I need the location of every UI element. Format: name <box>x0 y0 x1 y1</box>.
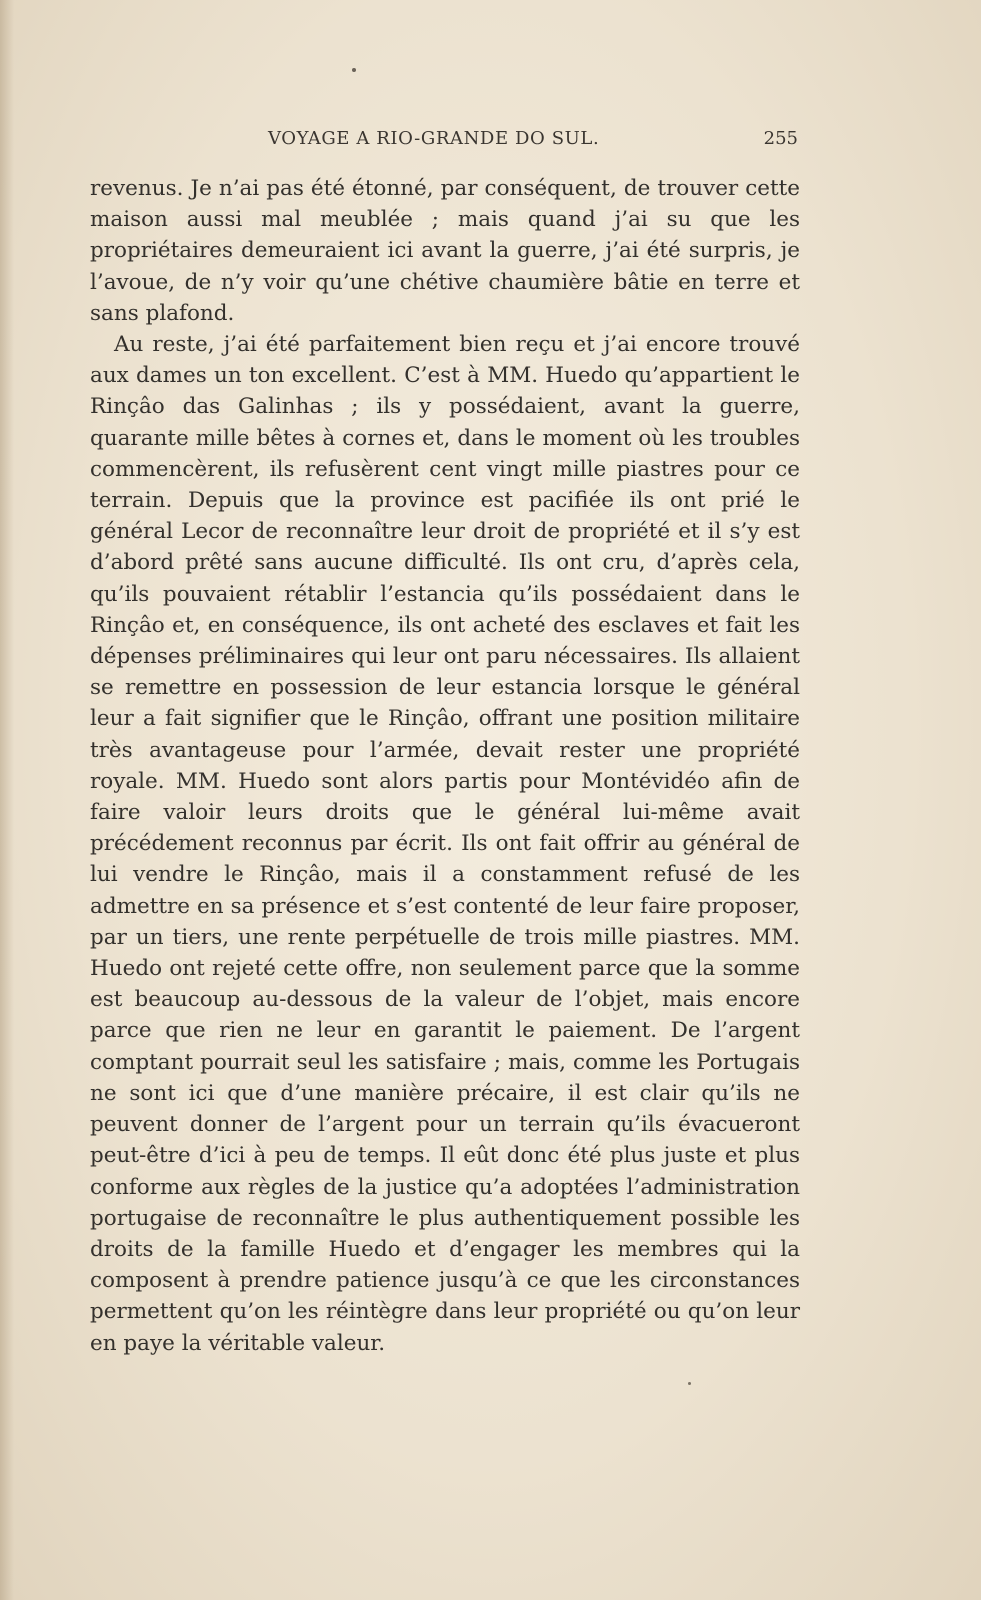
ink-speck <box>688 1382 691 1385</box>
running-title: VOYAGE A RIO-GRANDE DO SUL. <box>268 128 600 149</box>
page-number: 255 <box>763 128 798 149</box>
page-header <box>268 128 798 158</box>
paragraph: revenus. Je n’ai pas été étonné, par conséquent, de trouver cette maison aussi mal meublée ; mais quand j’ai su que les propriétaires demeuraient ici avant la guerre, j’ai été surpris, je l’avoue, de n’y voir qu’une chétive chaumière bâtie en terre et sans plafond. <box>90 176 800 326</box>
paragraph: Au reste, j’ai été parfaitement bien reçu et j’ai encore trouvé aux dames un ton excellent. C’est à MM. Huedo qu’appartient le Rinçâo das Galinhas ; ils y possédaient, avant la guerre, quarante mille bêtes à cornes et, dans le moment où les troubles commencèrent, ils refusèrent cent vingt mille piastres pour ce terrain. Depuis que la province est pacifiée ils ont prié le général Lecor de reconnaître leur droit de propriété et il s’y est d’abord prêté sans aucune difficulté. Ils ont cru, d’après cela, qu’ils pouvaient rétablir l’estancia qu’ils possédaient dans le Rinçâo et, en conséquence, ils ont acheté des esclaves et fait les dépenses préliminaires qui leur ont paru nécessaires. Ils allaient se remettre en possession de leur estancia lorsque le général leur a fait signifier que le Rinçâo, offrant une position militaire très avantageuse pour l’armée, devait rester une propriété royale. MM. Huedo sont alors partis pour Montévidéo afin de faire valoir leurs droits que le général lui-même avait précédement reconnus par écrit. Ils ont fait offrir au général de lui vendre le Rinçâo, mais il a constamment refusé de les admettre en sa présence et s’est contenté de leur faire proposer, par un tiers, une rente perpétuelle de trois mille piastres. MM. Huedo ont rejeté cette offre, non seulement parce que la somme est beaucoup au-dessous de la valeur de l’objet, mais encore parce que rien ne leur en garantit le paiement. De l’argent comptant pourrait seul les satisfaire ; mais, comme les Portugais ne sont ici que d’une manière précaire, il est clair qu’ils ne peuvent donner de l’argent pour un terrain qu’ils évacueront peut-être d’ici à peu de temps. Il eût donc été plus juste et plus conforme aux règles de la justice qu’a adoptées l’administration portugaise de reconnaître le plus authentiquement possible les droits de la famille Huedo et d’engager les membres qui la composent à prendre patience jusqu’à ce que les circonstances permettent qu’on les réintègre dans leur propriété ou qu’on leur en paye la véritable valeur. <box>90 332 800 1356</box>
ink-dot <box>352 68 356 72</box>
body-text <box>90 173 800 1359</box>
page-edge-shadow <box>0 0 14 1600</box>
